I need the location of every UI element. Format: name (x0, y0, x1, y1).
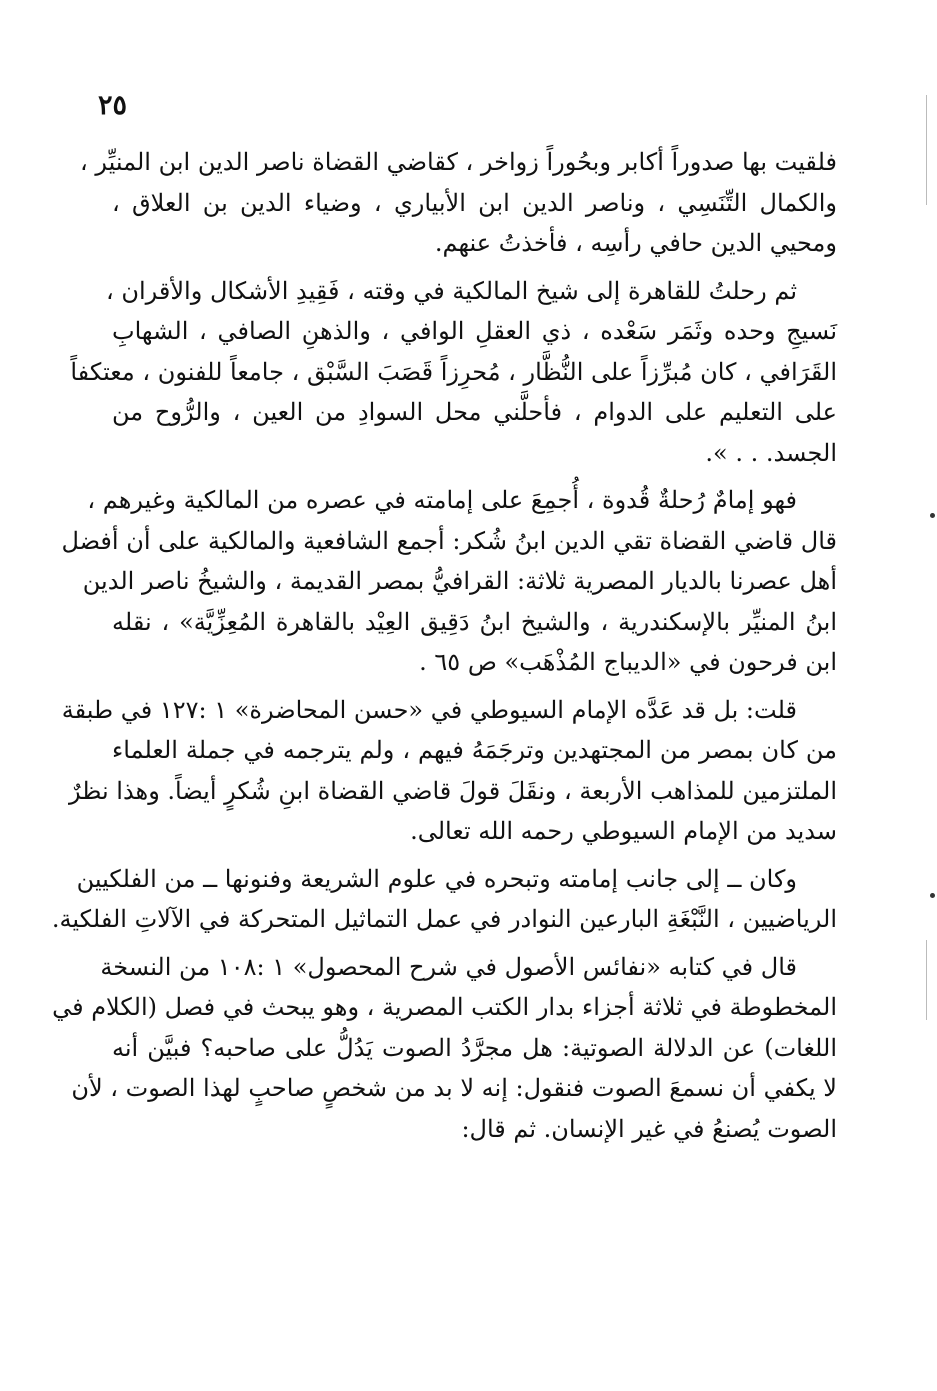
text-line: قلت: بل قد عَدَّه الإمام السيوطي في «حسن المحاضرة» ١ :١٢٧ في طبقة (61, 695, 797, 724)
text-line: ثم رحلتُ للقاهرة إلى شيخ المالكية في وقته ، فَقِيدِ الأشكال والأقران ، (105, 276, 797, 305)
text-line: سديد من الإمام السيوطي رحمه الله تعالى. (410, 817, 837, 845)
main-text (51, 142, 838, 1149)
text-line: الصوت يُصنعُ في غير الإنسان. ثم قال: (461, 1114, 837, 1143)
text-line: الرياضيين ، النَّبْغَةِ البارعين النوادر في عمل التماثيل المتحركة في الآلاتِ الفلكية. (51, 905, 837, 933)
paragraph (61, 480, 838, 683)
margin-line (926, 95, 927, 205)
paragraph (51, 859, 837, 940)
text-line: أهل عصرنا بالديار المصرية ثلاثة: القرافيُّ بمصر القديمة ، والشيخُ ناصر الدين (82, 567, 837, 595)
margin-dot (930, 513, 935, 518)
text-line: لا يكفي أن نسمعَ الصوت فنقول: إنه لا بد من شخصٍ صاحبٍ لهذا الصوت ، لأن (71, 1074, 837, 1102)
page-number: ٢٥ (98, 90, 128, 121)
text-line: ومحيي الدين حافي رأسِه ، فأخذتُ عنهم. (434, 229, 837, 257)
text-line: قال في كتابه «نفائس الأصول في شرح المحصول» ١ :١٠٨ من النسخة (100, 952, 797, 981)
text-line: الجسد. . . ». (705, 438, 837, 467)
text-line: ابن فرحون في «الديباج المُذْهَب» ص ٦٥ . (419, 648, 837, 676)
paragraph (61, 690, 837, 852)
text-line: على التعليم على الدوام ، فأحلَّني محل السوادِ من العين ، والرُّوح من (112, 398, 837, 426)
text-line: المخطوطة في ثلاثة أجزاء بدار الكتب المصرية ، وهو يبحث في فصل (الكلام في (52, 993, 837, 1021)
text-line: ابنُ المنيِّر بالإسكندرية ، والشيخ ابنُ دَقِيق العِيْد بالقاهرة المُعِزِّيَّة» ، نقله (112, 607, 838, 636)
text-line: من كان بمصر من المجتهدين وترجَمَهُ فيهم ، ولم يترجمه في جملة العلماء (112, 736, 837, 764)
text-line: نَسيجِ وحده وثَمَر سَعْده ، ذي العقلِ الوافي ، والذهنِ الصافي ، الشهابِ (112, 317, 837, 345)
margin-line (926, 940, 927, 1020)
margin-dot (930, 893, 935, 898)
paragraph (52, 947, 837, 1150)
text-line: والكمال التِّنَسِي ، وناصر الدين ابن الأبياري ، وضياء الدين بن العلاق ، (112, 188, 837, 217)
text-line: الملتزمين للمذاهب الأربعة ، ونقَلَ قولَ قاضي القضاة ابنِ شُكرٍ أيضاً. وهذا نظرٌ (69, 776, 837, 805)
text-line: وكان ــ إلى جانب إمامته وتبحره في علوم الشريعة وفنونها ــ من الفلكيين (76, 864, 797, 893)
text-line: فهو إمامٌ رُحلةٌ قُدوة ، أُجمِعَ على إمامته في عصره من المالكية وغيرهم ، (87, 486, 797, 514)
paragraph (70, 271, 837, 474)
text-line: قال قاضي القضاة تقي الدين ابنُ شُكر: أجمع الشافعية والمالكية على أن أفضل (61, 526, 837, 555)
text-line: القَرَافي ، كان مُبرِّزاً على النُّظَّار ، مُحرِزاً قَصَبَ السَّبْق ، جامعاً للفنون ، معتكفاً (70, 357, 837, 386)
text-line: اللغات) عن الدلالة الصوتية: هل مجرَّدُ الصوت يَدُلُّ على صاحبه؟ فبيَّن أنه (112, 1033, 837, 1062)
text-line: فلقيت بها صدوراً أكابر وبحُوراً زواخر ، كقاضي القضاة ناصر الدين ابن المنيِّر ، (79, 148, 837, 176)
paragraph (79, 142, 837, 264)
